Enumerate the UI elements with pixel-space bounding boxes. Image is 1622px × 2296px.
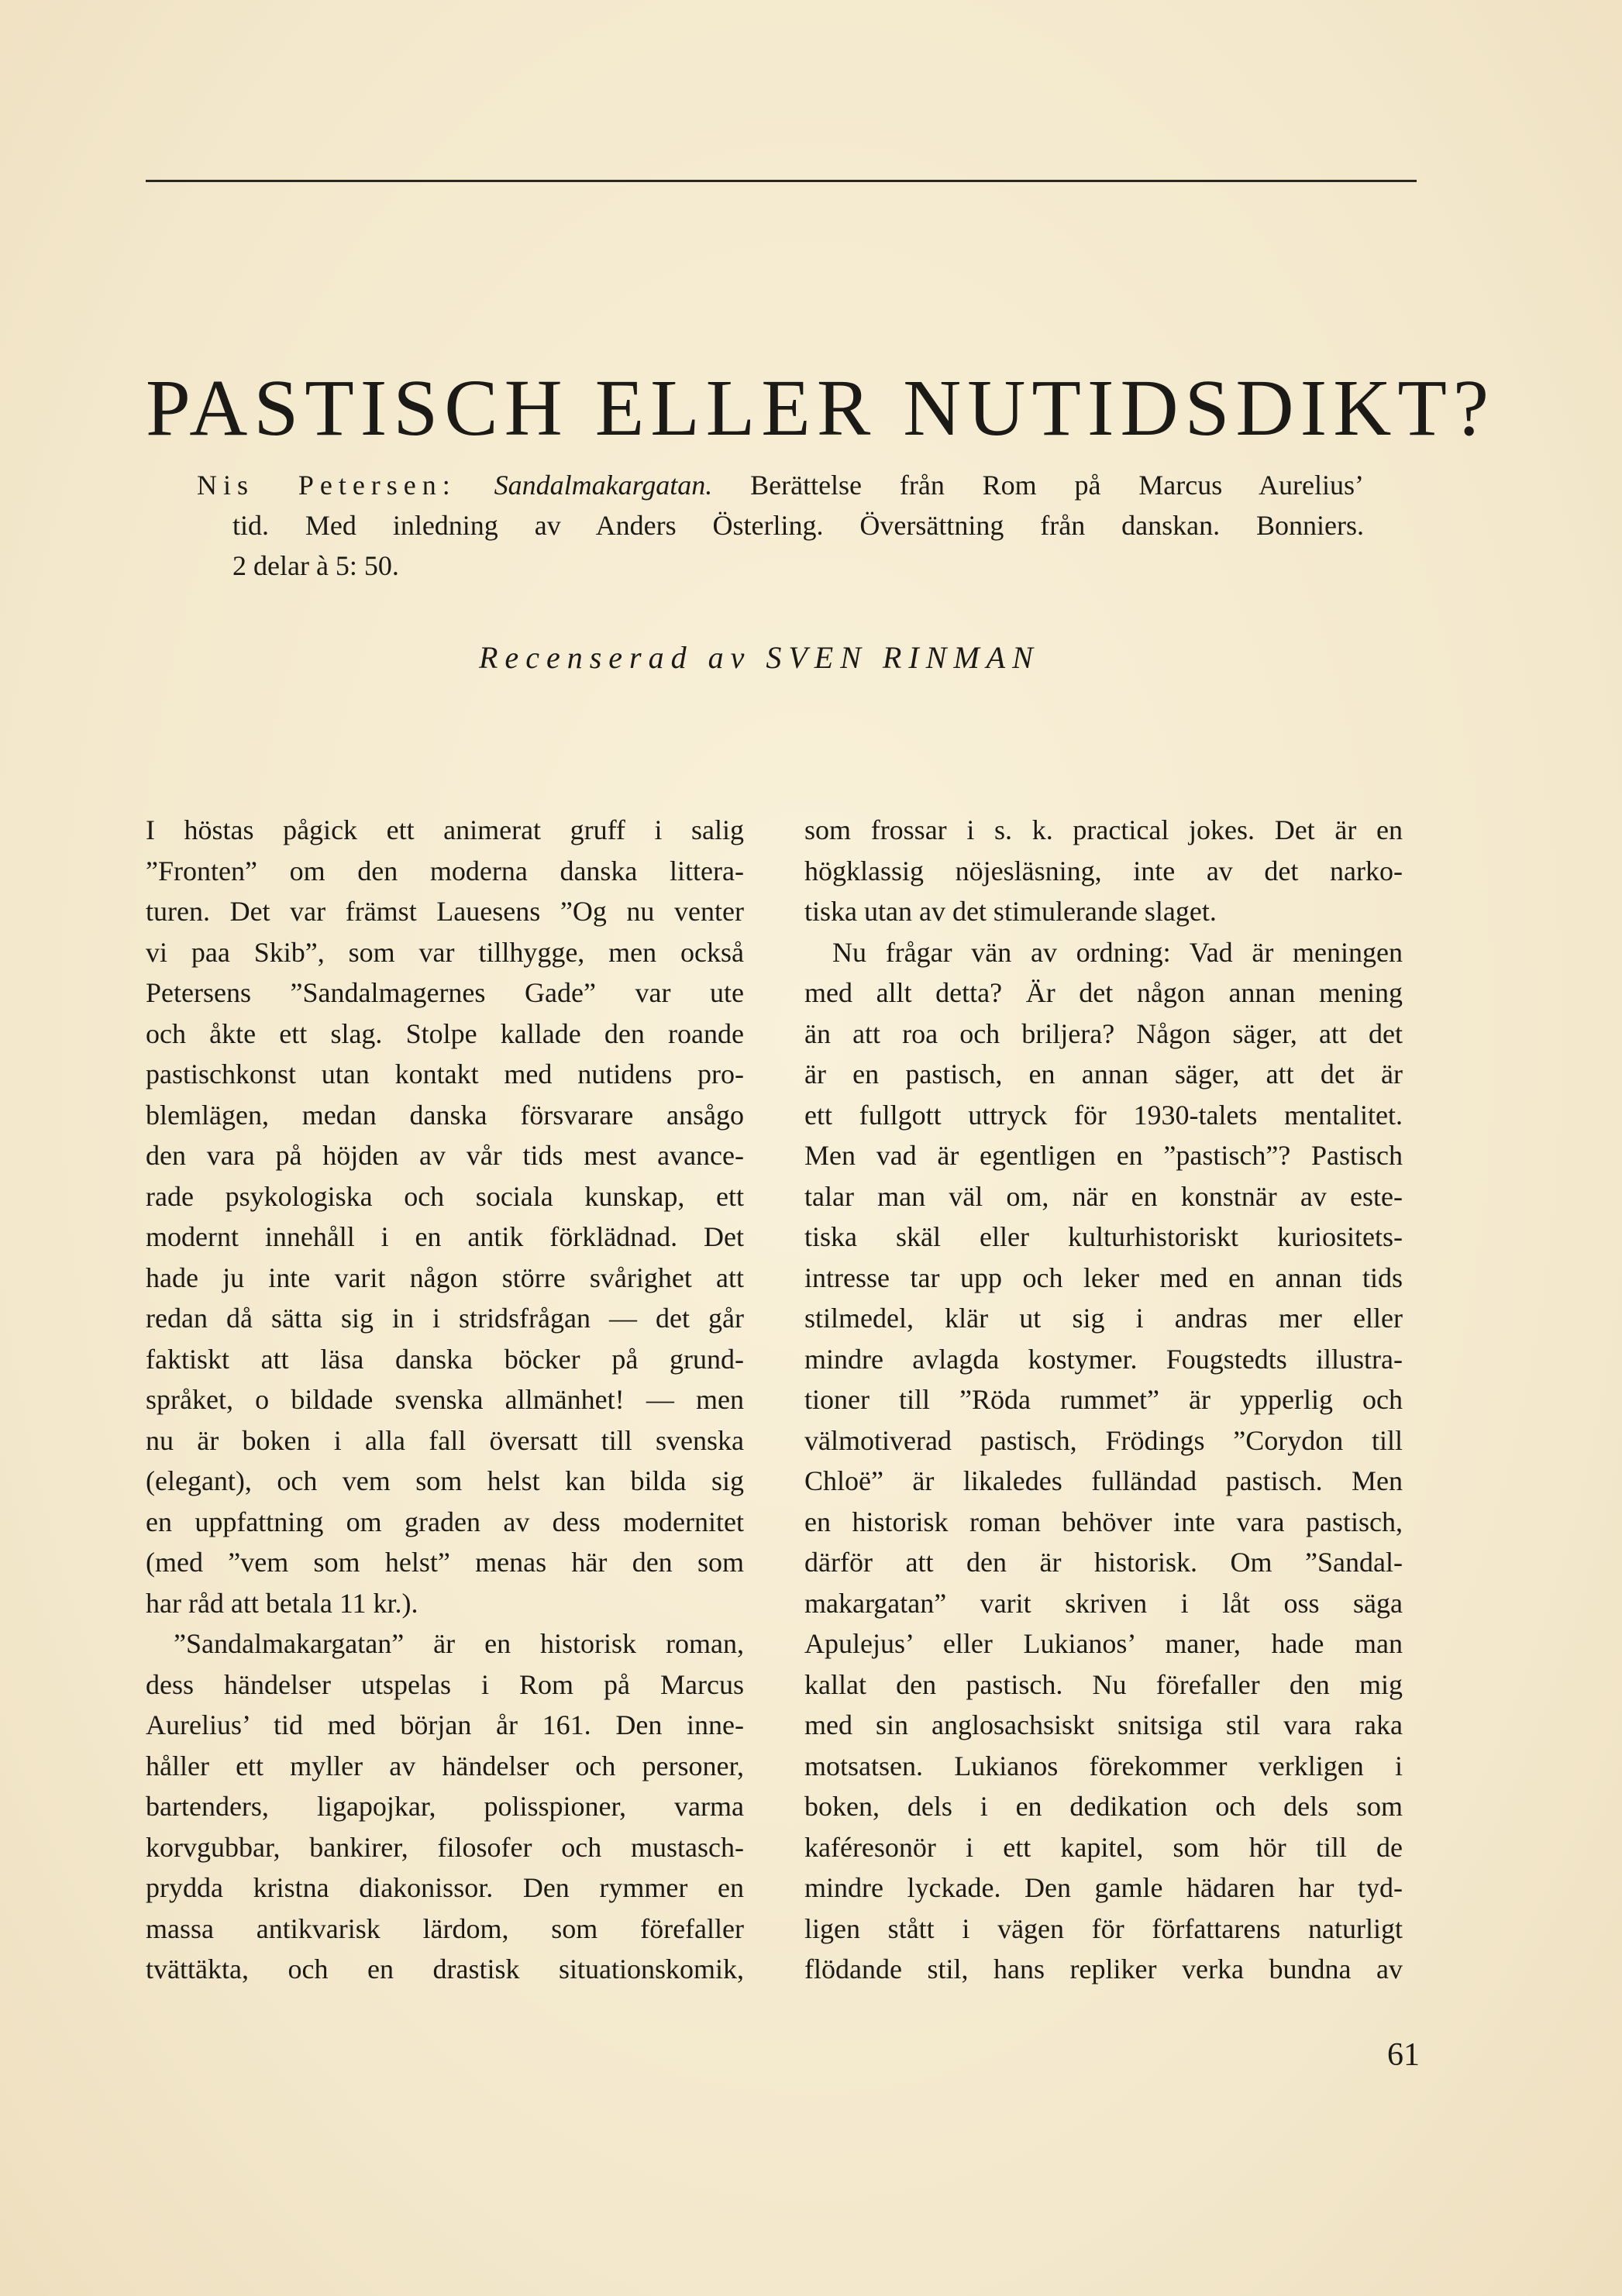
text-line: ett fullgott uttryck för 1930-talets mentalitet.	[804, 1099, 1403, 1131]
text-line: Men vad är egentligen en ”pastisch”? Pastisch	[804, 1140, 1403, 1171]
text-line: en historisk roman behöver inte vara pastisch,	[804, 1506, 1403, 1537]
text-line: och åkte ett slag. Stolpe kallade den roande	[146, 1017, 744, 1049]
text-line: stilmedel, klär ut sig i andras mer eller	[804, 1303, 1403, 1334]
text-line: tiska skäl eller kulturhistoriskt kuriositets-	[804, 1221, 1403, 1252]
text-line: är en pastisch, en annan säger, att det är	[804, 1059, 1403, 1089]
text-line: faktiskt att läsa danska böcker på grund-	[146, 1343, 744, 1375]
text-line: håller ett myller av händelser och personer,	[146, 1750, 744, 1781]
text-line: pastischkonst utan kontakt med nutidens pro-	[146, 1059, 744, 1089]
article-title: PASTISCH ELLER NUTIDSDIKT?	[146, 363, 1496, 453]
page-number: 61	[1387, 2037, 1420, 2073]
book-title: Sandalmakargatan.	[494, 470, 713, 501]
text-line: redan då sätta sig in i stridsfrågan — det går	[146, 1303, 744, 1334]
text-line: därför att den är historisk. Om ”Sandal-	[804, 1547, 1403, 1578]
text-line: som frossar i s. k. practical jokes. Det är en	[804, 814, 1403, 845]
text-line: flödande stil, hans repliker verka bundna av	[804, 1953, 1403, 1984]
text-line: blemlägen, medan danska försvarare ansågo	[146, 1099, 744, 1131]
text-line: tvättäkta, och en drastisk situationskomik,	[146, 1953, 744, 1984]
text-line: boken, dels i en dedikation och dels som	[804, 1791, 1403, 1822]
text-line: modernt innehåll i en antik förklädnad. Det	[146, 1221, 744, 1252]
text-line: mindre lyckade. Den gamle hädaren har tyd-	[804, 1872, 1403, 1903]
text-line: den vara på höjden av vår tids mest avance-	[146, 1140, 744, 1171]
text-line: massa antikvarisk lärdom, som förefaller	[146, 1912, 744, 1944]
book-author: Nis Petersen:	[197, 470, 456, 501]
text-column-right	[804, 810, 1403, 1990]
book-price: 2 delar à 5: 50.	[232, 550, 399, 581]
text-line: tiska utan av det stimulerande slaget.	[804, 896, 1217, 927]
text-line: prydda kristna diakonissor. Den rymmer en	[146, 1872, 744, 1903]
text-line: (med ”vem som helst” menas här den som	[146, 1547, 744, 1578]
text-line: motsatsen. Lukianos förekommer verkligen i	[804, 1750, 1403, 1781]
book-details: tid. Med inledning av Anders Österling. Översättning från danskan. Bonniers.	[232, 510, 1364, 541]
text-line: turen. Det var främst Lauesens ”Og nu venter	[146, 896, 744, 927]
text-line: välmotiverad pastisch, Frödings ”Corydon till	[804, 1424, 1403, 1456]
text-line: ”Sandalmakargatan” är en historisk roman,	[174, 1628, 744, 1659]
text-line: ligen stått i vägen för författarens naturligt	[804, 1912, 1403, 1944]
text-line: makargatan” varit skriven i låt oss säga	[804, 1587, 1403, 1619]
text-line: Chloë” är likaledes fulländad pastisch. Men	[804, 1465, 1403, 1496]
text-line: hade ju inte varit någon större svårighet att	[146, 1262, 744, 1293]
text-line: talar man väl om, när en konstnär av este-	[804, 1180, 1403, 1212]
reviewer-byline: Recenserad av SVEN RINMAN	[479, 640, 1040, 675]
text-line: vi paa Skib”, som var tillhygge, men också	[146, 936, 744, 968]
text-line: än att roa och briljera? Någon säger, att det	[804, 1017, 1403, 1049]
text-line: rade psykologiska och sociala kunskap, ett	[146, 1180, 744, 1212]
text-line: Aurelius’ tid med början år 161. Den inne-	[146, 1709, 744, 1740]
text-column-left	[146, 810, 744, 1990]
text-line: språket, o bildade svenska allmänhet! — men	[146, 1384, 744, 1415]
text-line: med sin anglosachsiskt snitsiga stil vara raka	[804, 1709, 1403, 1740]
text-line: tioner till ”Röda rummet” är ypperlig och	[804, 1384, 1403, 1415]
text-line: kallat den pastisch. Nu förefaller den mig	[804, 1668, 1403, 1700]
text-line: Apulejus’ eller Lukianos’ maner, hade man	[804, 1628, 1403, 1659]
text-line: dess händelser utspelas i Rom på Marcus	[146, 1668, 744, 1700]
book-subtitle: Berättelse från Rom på Marcus Aurelius’	[750, 470, 1365, 501]
text-line: nu är boken i alla fall översatt till svenska	[146, 1424, 744, 1456]
text-line: bartenders, ligapojkar, polisspioner, varma	[146, 1791, 744, 1822]
text-line: Petersens ”Sandalmagernes Gade” var ute	[146, 977, 744, 1008]
text-line: intresse tar upp och leker med en annan tids	[804, 1262, 1403, 1293]
text-line: har råd att betala 11 kr.).	[146, 1587, 418, 1619]
text-line: högklassig nöjesläsning, inte av det narko-	[804, 855, 1403, 886]
text-line: ”Fronten” om den moderna danska littera-	[146, 855, 744, 886]
text-line: Nu frågar vän av ordning: Vad är meningen	[832, 936, 1403, 968]
text-line: med allt detta? Är det någon annan mening	[804, 977, 1403, 1008]
text-line: korvgubbar, bankirer, filosofer och mustasch-	[146, 1831, 744, 1863]
text-line: (elegant), och vem som helst kan bilda sig	[146, 1465, 744, 1496]
text-line: kaféresonör i ett kapitel, som hör till de	[804, 1831, 1403, 1863]
text-line: mindre avlagda kostymer. Fougstedts illustra-	[804, 1343, 1403, 1375]
bibliographic-reference	[197, 465, 1365, 586]
top-rule	[146, 180, 1417, 182]
text-line: en uppfattning om graden av dess modernitet	[146, 1506, 744, 1537]
text-line: I höstas pågick ett animerat gruff i salig	[146, 814, 744, 845]
